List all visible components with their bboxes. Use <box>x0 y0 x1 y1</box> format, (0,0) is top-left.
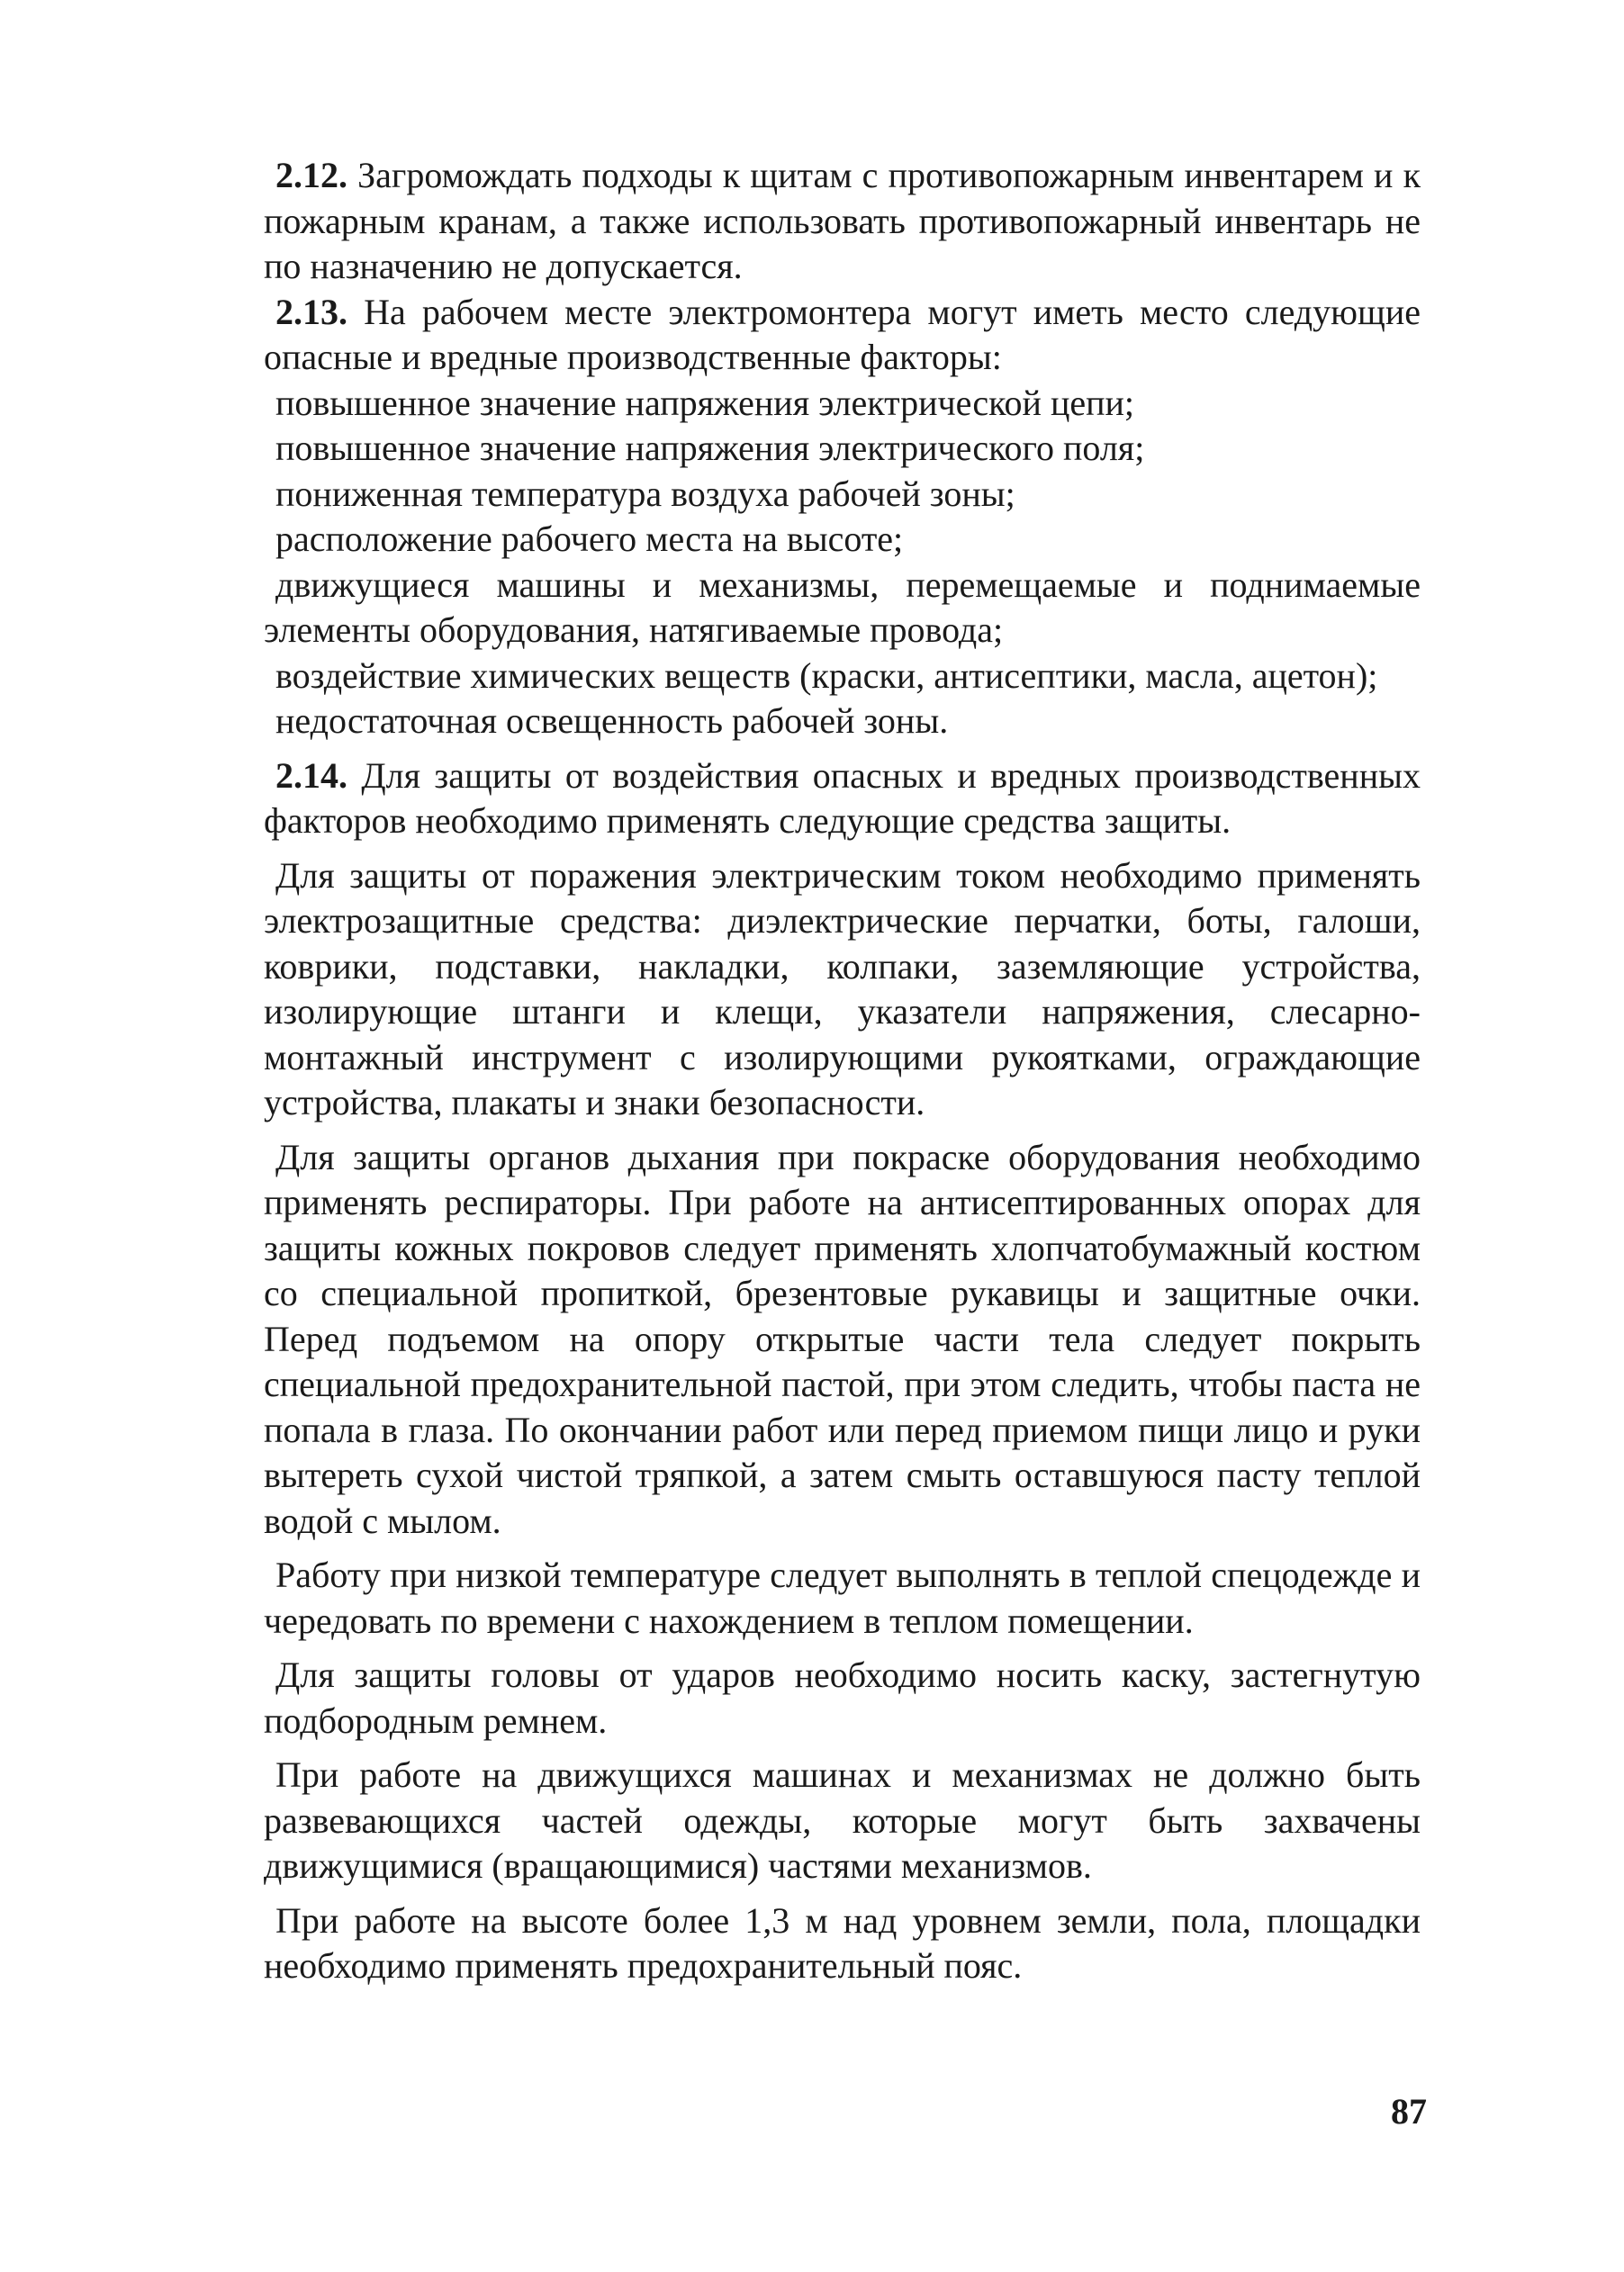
hazard-item: расположение рабочего места на высоте; <box>275 518 904 559</box>
paragraph-2-12 <box>264 153 1421 290</box>
section-number: 2.14. <box>275 754 347 796</box>
protection-height: При работе на высоте более 1,3 м над уровнем земли, пола, площадки необходимо применять предохранительный пояс. <box>264 1899 1421 1986</box>
page-number: 87 <box>1391 2091 1427 2132</box>
section-number: 2.12. <box>275 155 347 195</box>
hazard-item: воздействие химических веществ (краски, антисептики, масла, ацетон); <box>275 654 1378 696</box>
section-number: 2.13. <box>275 291 347 332</box>
hazard-item: пониженная температура воздуха рабочей зоны; <box>275 473 1015 514</box>
protection-head: Для защиты головы от ударов необходимо носить каску, застегнутую подбородным ремнем. <box>264 1654 1421 1741</box>
page-body <box>264 153 1421 2169</box>
paragraph-text: Загромождать подходы к щитам с противопожарным инвентарем и к пожарным кранам, а также использовать противопожарный инвентарь не по назначению не допускается. <box>264 155 1421 286</box>
hazard-item: повышенное значение напряжения электрической цепи; <box>275 382 1135 423</box>
hazard-item: недостаточная освещенность рабочей зоны. <box>275 700 949 741</box>
protection-cold: Работу при низкой температуре следует выполнять в теплой спецодежде и чередовать по времени с нахождением в теплом помещении. <box>264 1555 1421 1641</box>
paragraph-text: На рабочем месте электромонтера могут иметь место следующие опасные и вредные производственные факторы: <box>264 291 1421 377</box>
hazard-item: повышенное значение напряжения электрического поля; <box>275 428 1145 468</box>
paragraph-text: Для защиты от воздействия опасных и вредных производственных факторов необходимо применять следующие средства защиты. <box>264 754 1421 841</box>
protection-electric: Для защиты от поражения электрическим током необходимо применять электрозащитные средства: диэлектрические перчатки, боты, галоши, коврики, подставки, накладки, колпаки, заземляющие устройства, изолирующие штанги и клещи, указатели напряжения, слесарно-монтажный инструмент с изолирующими рукоятками, ограждающие устройства, плакаты и знаки безопасности. <box>264 854 1421 1122</box>
protection-machines: При работе на движущихся машинах и механизмах не должно быть развевающихся частей одежды, которые могут быть захвачены движущимися (вращающимися) частями механизмов. <box>264 1754 1421 1886</box>
hazard-item: движущиеся машины и механизмы, перемещаемые и поднимаемые элементы оборудования, натягиваемые провода; <box>264 563 1421 650</box>
paragraph-2-14 <box>264 753 1421 844</box>
protection-respiratory: Для защиты органов дыхания при покраске оборудования необходимо применять респираторы. При работе на антисептированных опорах для защиты кожных покровов следует применять хлопчатобумажный костюм со специальной пропиткой, брезентовые рукавицы и защитные очки. Перед подъемом на опору открытые части тела следует покрыть специальной предохранительной пастой, при этом следить, чтобы паста не попала в глаза. По окончании работ или перед приемом пищи лицо и руки вытереть сухой чистой тряпкой, а затем смыть оставшуюся пасту теплой водой с мылом. <box>264 1136 1421 1541</box>
paragraph-2-13 <box>264 290 1421 381</box>
